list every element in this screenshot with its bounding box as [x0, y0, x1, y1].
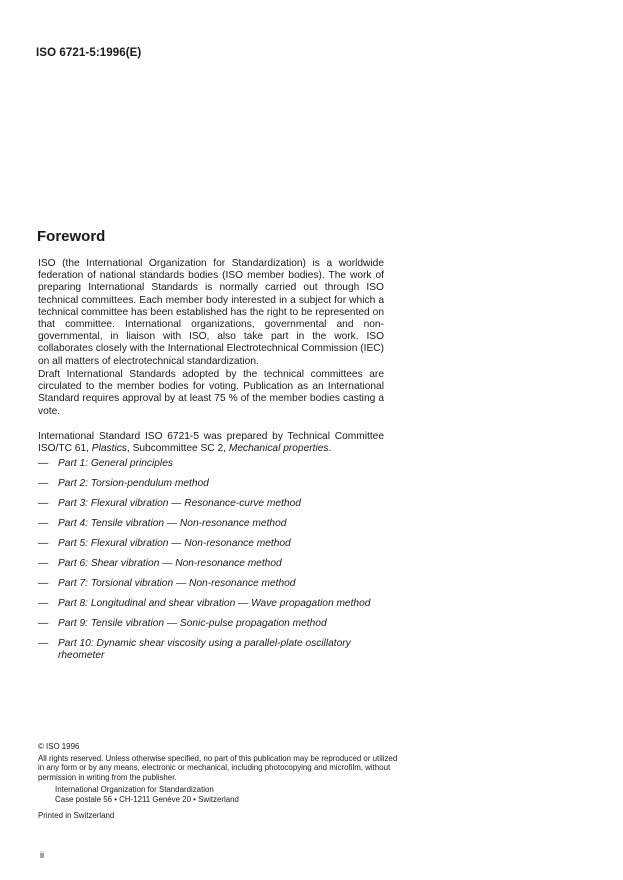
list-dash: — [38, 578, 49, 589]
foreword-paragraph-2: Draft International Standards adopted by the technical committees are circulated to the member bodies for voting. Publication as an International Standard requires approval by at least 75 % of the member bodies casting a vote. [38, 369, 384, 417]
list-dash: — [38, 458, 49, 469]
list-dash: — [38, 498, 49, 509]
part-item [38, 478, 388, 490]
list-dash: — [38, 518, 49, 529]
part-label: Part 5: Flexural vibration — Non-resonance method [58, 538, 291, 549]
part-item [38, 618, 388, 630]
part-label: Part 1: General principles [58, 458, 173, 469]
document-id: ISO 6721-5:1996(E) [36, 47, 142, 59]
list-dash: — [38, 598, 49, 609]
copyright-notice: © ISO 1996 [38, 742, 80, 751]
part-item [38, 598, 388, 610]
postal-address: Case postale 56 • CH-1211 Genève 20 • Switzerland [55, 794, 239, 804]
part-item [38, 458, 388, 470]
part-item [38, 578, 388, 590]
paragraph-3-middle: , Subcommittee SC 2, [126, 443, 229, 455]
tc-name: Plastics [91, 443, 127, 455]
sc-name: Mechanical properties [228, 443, 329, 455]
list-dash: — [38, 538, 49, 549]
part-item [38, 498, 388, 510]
list-dash: — [38, 558, 49, 569]
part-label: Part 10: Dynamic shear viscosity using a parallel-plate oscillatory rheometer [58, 638, 351, 661]
part-label: Part 9: Tensile vibration — Sonic-pulse propagation method [58, 618, 327, 629]
foreword-title: Foreword [37, 228, 106, 245]
part-item [38, 538, 388, 550]
publisher-name: International Organization for Standardization [55, 785, 214, 795]
part-label: Part 6: Shear vibration — Non-resonance method [58, 558, 282, 569]
list-dash: — [38, 618, 49, 629]
foreword-paragraph-1: ISO (the International Organization for Standardization) is a worldwide federation of national standards bodies (ISO member bodies). The work of preparing International Standards is normally carried out through ISO technical committees. Each member body interested in a subject for which a technical committee has been established has the right to be represented on that committee. International organizations, governmental and non-governmental, in liaison with ISO, also take part in the work. ISO collaborates closely with the International Electrotechnical Commission (IEC) on all matters of electrotechnical standardization. [38, 258, 384, 367]
publication-footer [38, 742, 398, 820]
part-label: Part 4: Tensile vibration — Non-resonance method [58, 518, 287, 529]
part-label: Part 2: Torsion-pendulum method [58, 478, 209, 489]
part-item [38, 558, 388, 570]
part-item [38, 638, 358, 662]
part-item [38, 518, 388, 530]
printed-in: Printed in Switzerland [38, 810, 115, 820]
part-label: Part 8: Longitudinal and shear vibration — Wave propagation method [58, 598, 371, 609]
list-dash: — [38, 478, 49, 489]
part-label: Part 3: Flexural vibration — Resonance-curve method [58, 498, 301, 509]
list-dash: — [38, 638, 49, 649]
paragraph-3-suffix: . [328, 443, 332, 455]
publisher-address [38, 785, 398, 804]
paragraph-3-prefix: International Standard ISO 6721-5 was prepared by Technical Committee ISO/TC 61, [38, 431, 384, 455]
part-label: Part 7: Torsional vibration — Non-resonance method [58, 578, 296, 589]
rights-statement: All rights reserved. Unless otherwise specified, no part of this publication may be reproduced or utilized in any form or by any means, electronic or mechanical, including photocopying and microfilm, without permission in writing from the publisher. [38, 753, 398, 782]
foreword-paragraph-3 [38, 431, 384, 455]
parts-list [38, 458, 388, 670]
page-number: ii [40, 850, 44, 860]
